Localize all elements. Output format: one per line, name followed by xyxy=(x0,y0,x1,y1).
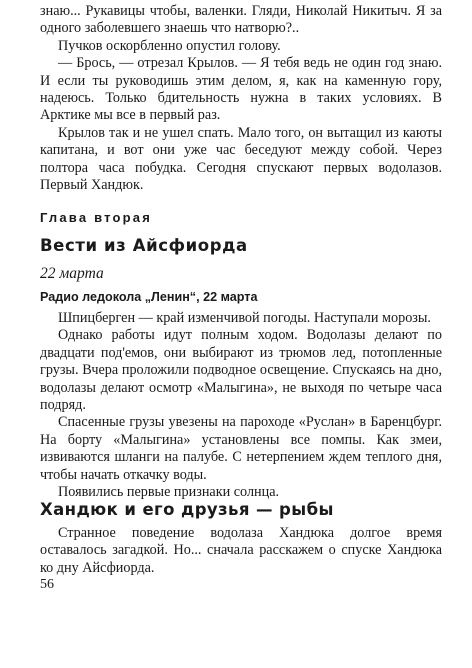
radio-dateline: Радио ледокола „Ленин“, 22 марта xyxy=(40,290,258,304)
chapter-title: Вести из Айсфиорда xyxy=(40,236,248,255)
paragraph: Крылов так и не ушел спать. Мало того, он вытащил из каюты капитана, и вот они уже час беседуют между собой. Через полтора часа побудка. Сегодня спускают первых водолазов. Первый Хандюк. xyxy=(40,124,442,194)
paragraph: Спасенные грузы увезены на пароходе «Руслан» в Баренцбург. На борту «Малыгина» установлены все помпы. Как змеи, извиваются шланги на палубе. С нетерпением ждем теплого дня, чтобы начать откачку воды. xyxy=(40,414,442,483)
section-text-block xyxy=(40,525,442,577)
opening-text-block xyxy=(40,3,442,194)
chapter-label: Глава вторая xyxy=(40,210,152,225)
paragraph: Шпицберген — край изменчивой погоды. Наступали морозы. xyxy=(58,310,431,326)
paragraph: знаю... Рукавицы чтобы, валенки. Гляди, Николай Никитыч. Я за одного заболевшего знаешь что натворю?.. xyxy=(40,3,442,37)
paragraph: — Брось, — отрезал Крылов. — Я тебя ведь не один год знаю. И если ты руководишь этим делом, я, как на каменную гору, надеюсь. Только бдительность нужна в таких условиях. В Арктике мы все в первый раз. xyxy=(40,55,442,124)
page-number: 56 xyxy=(40,577,54,592)
section-title: Хандюк и его друзья — рыбы xyxy=(40,500,334,519)
paragraph: Появились первые признаки солнца. xyxy=(58,484,280,501)
news-text-block xyxy=(40,310,442,501)
paragraph: Странное поведение водолаза Хандюка долгое время оставалось загадкой. Но... сначала расскажем о спуске Хандюка ко дну Айсфиорда. xyxy=(40,525,442,576)
entry-date: 22 марта xyxy=(40,265,104,282)
paragraph: Пучков оскорбленно опустил голову. xyxy=(58,37,281,54)
paragraph: Однако работы идут полным ходом. Водолазы делают по двадцати под'емов, они выбирают из трюмов лед, потопленные грузы. Вчера проложили подводное освещение. Спускаясь на дно, водолазы делают осмотр «Малыгина», не выходя по четыре часа подряд. xyxy=(40,327,442,414)
